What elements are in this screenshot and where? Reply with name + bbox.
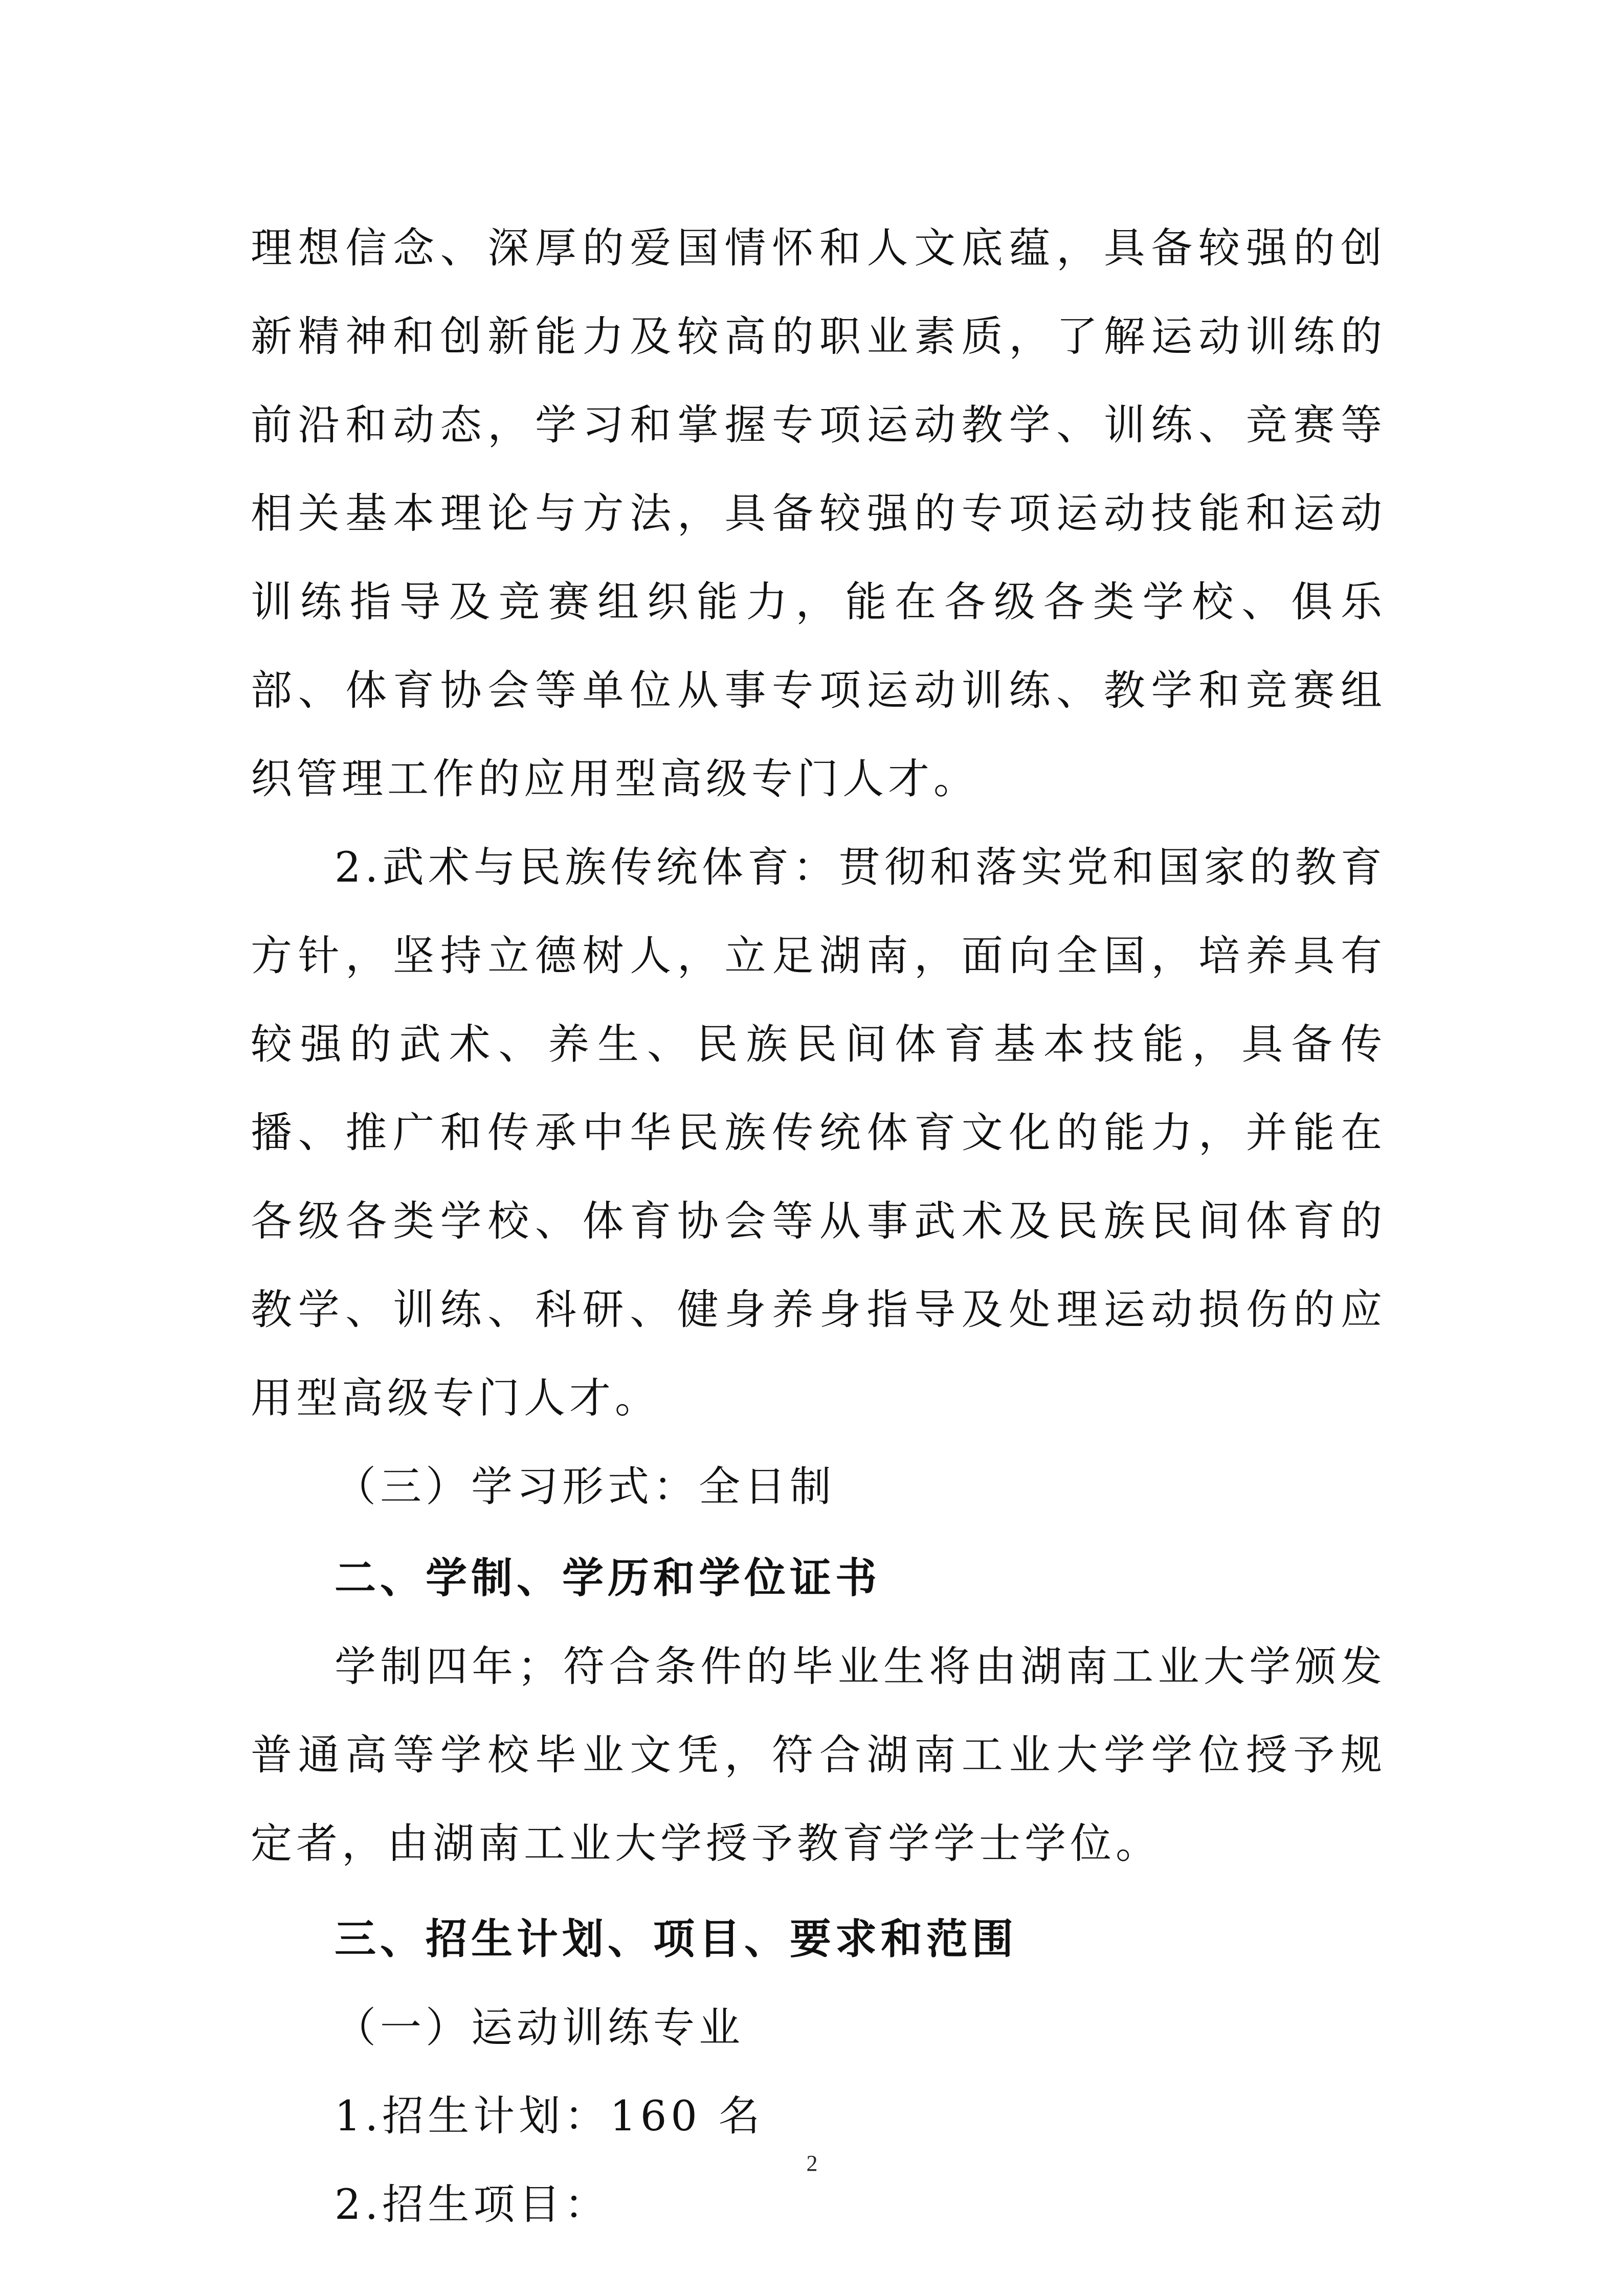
page-number: 2 <box>806 2151 818 2176</box>
item-enrollment-plan: 1.招生计划：160 名 <box>335 2092 764 2141</box>
paragraph-training-objective-continued: 理想信念、深厚的爱国情怀和人文底蕴，具备较强的创新精神和创新能力及较高的职业素质，了解运动训练的前沿和动态，学习和掌握专项运动教学、训练、竞赛等相关基本理论与方法，具备较强的专项运动技能和运动训练指导及竞赛组织能力，能在各级各类学校、俱乐部、体育协会等单位从事专项运动训练、教学和竞赛组织管理工作的应用型高级专门人才。 <box>251 224 1386 803</box>
page-content <box>251 205 1386 2249</box>
section-heading-enrollment: 三、招生计划、项目、要求和范围 <box>335 1916 1018 1964</box>
subsection-sports-training: （一）运动训练专业 <box>335 2004 745 2052</box>
section-heading-degree: 二、学制、学历和学位证书 <box>335 1555 881 1603</box>
paragraph-study-mode: （三）学习形式：全日制 <box>335 1463 836 1511</box>
item-enrollment-events: 2.招生项目： <box>335 2181 610 2229</box>
paragraph-wushu-objective: 2.武术与民族传统体育：贯彻和落实党和国家的教育方针，坚持立德树人，立足湖南，面向全国，培养具有较强的武术、养生、民族民间体育基本技能，具备传播、推广和传承中华民族传统体育文化的能力，并能在各级各类学校、体育协会等从事武术及民族民间体育的教学、训练、科研、健身养身指导及处理运动损伤的应用型高级专门人才。 <box>251 844 1386 1423</box>
paragraph-degree: 学制四年；符合条件的毕业生将由湖南工业大学颁发普通高等学校毕业文凭，符合湖南工业大学学位授予规定者，由湖南工业大学授予教育学学士学位。 <box>251 1643 1386 1868</box>
